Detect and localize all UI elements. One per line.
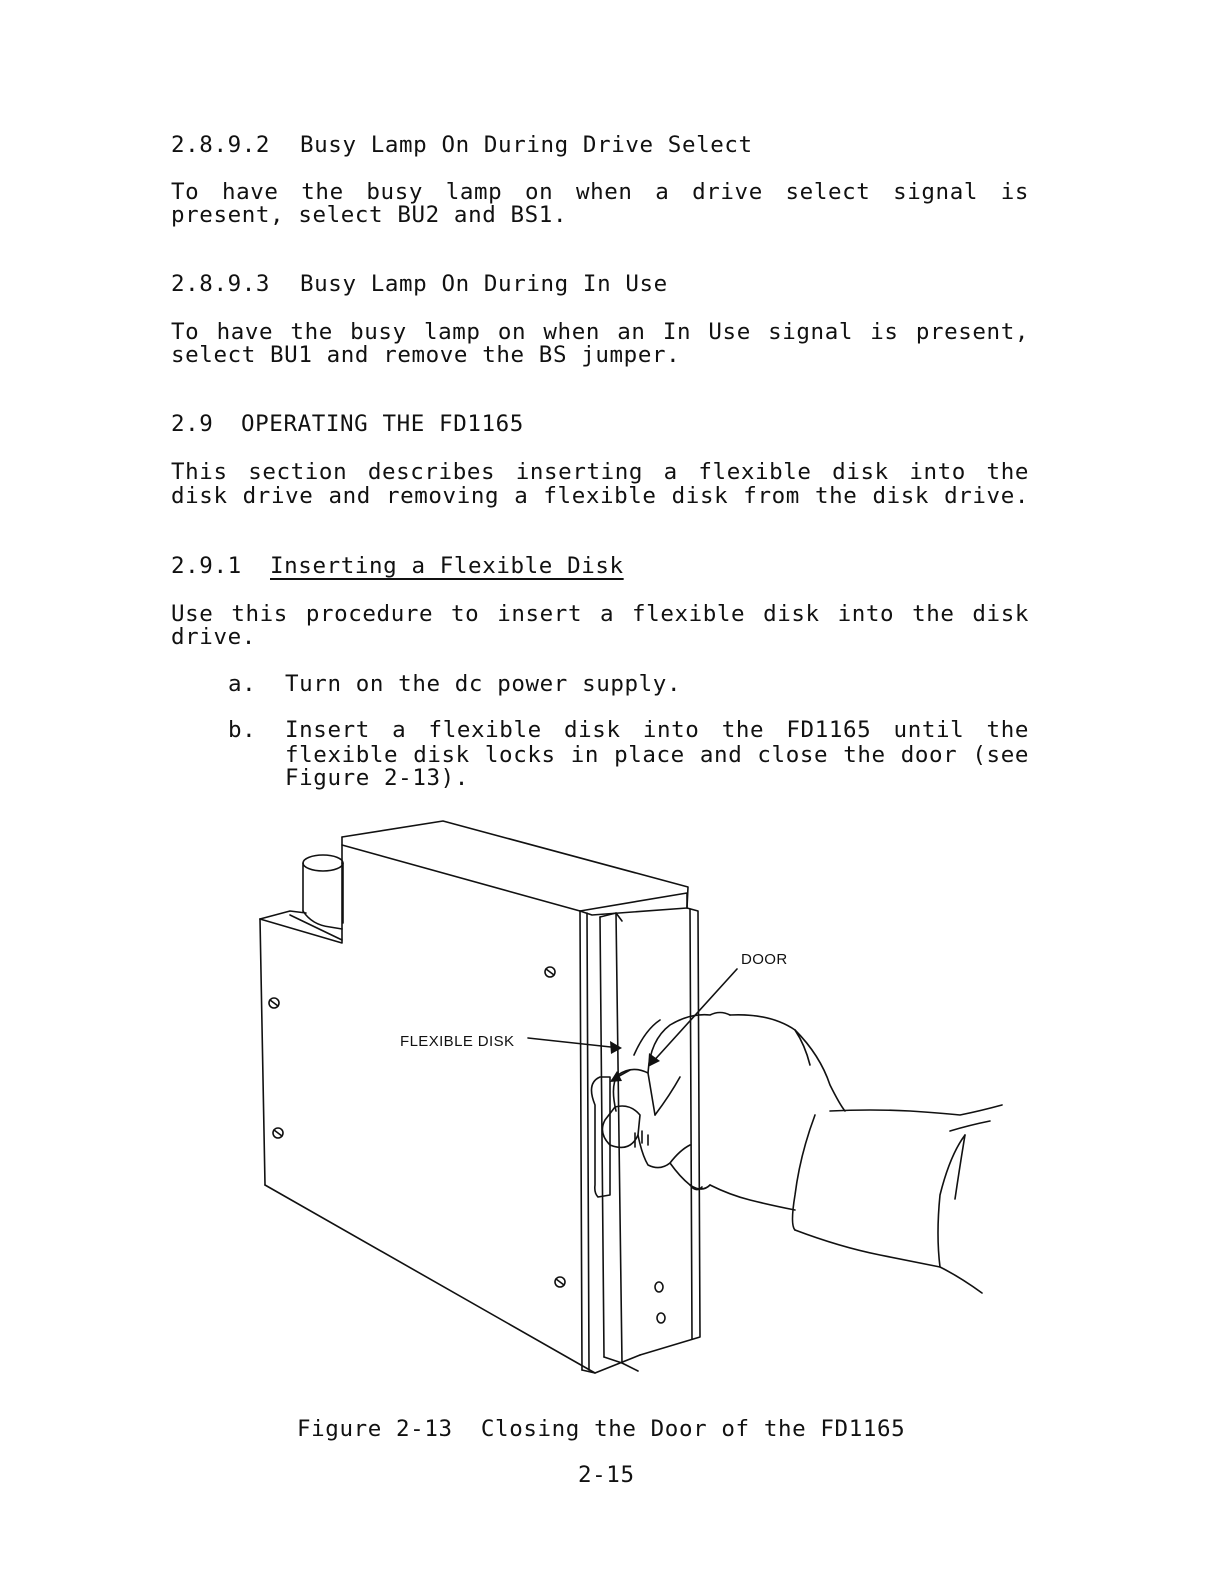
step-text: Turn on the dc power supply. xyxy=(285,671,682,697)
section-number: 2.9.1 xyxy=(171,553,242,579)
paragraph-line: To have the busy lamp on when an In Use signal is present, xyxy=(171,319,1029,345)
step-marker: b. xyxy=(228,717,257,743)
figure-drive-illustration xyxy=(250,815,1010,1385)
step-text: Figure 2-13). xyxy=(285,765,469,791)
step-text: Insert a flexible disk into the FD1165 until the xyxy=(285,717,1029,743)
flexible-disk-label: FLEXIBLE DISK xyxy=(400,1033,515,1050)
door-label: DOOR xyxy=(741,951,788,968)
section-heading: Busy Lamp On During In Use xyxy=(300,271,668,297)
section-number: 2.8.9.3 xyxy=(171,271,271,297)
section-heading: OPERATING THE FD1165 xyxy=(241,411,524,437)
page-number: 2-15 xyxy=(578,1462,635,1488)
paragraph-line: Use this procedure to insert a flexible disk into the disk xyxy=(171,601,1029,627)
paragraph-line: To have the busy lamp on when a drive select signal is xyxy=(171,179,1029,205)
section-number: 2.8.9.2 xyxy=(171,132,271,158)
step-text: flexible disk locks in place and close the door (see xyxy=(285,742,1029,768)
paragraph-line: select BU1 and remove the BS jumper. xyxy=(171,342,681,368)
section-heading: Inserting a Flexible Disk xyxy=(270,553,624,579)
section-heading: Busy Lamp On During Drive Select xyxy=(300,132,753,158)
paragraph-line: This section describes inserting a flexible disk into the xyxy=(171,459,1029,485)
step-marker: a. xyxy=(228,671,257,697)
paragraph-line: disk drive and removing a flexible disk from the disk drive. xyxy=(171,483,1029,509)
paragraph-line: drive. xyxy=(171,624,256,650)
figure-caption: Figure 2-13 Closing the Door of the FD1165 xyxy=(297,1416,906,1442)
paragraph-line: present, select BU2 and BS1. xyxy=(171,202,568,228)
section-number: 2.9 xyxy=(171,411,214,437)
